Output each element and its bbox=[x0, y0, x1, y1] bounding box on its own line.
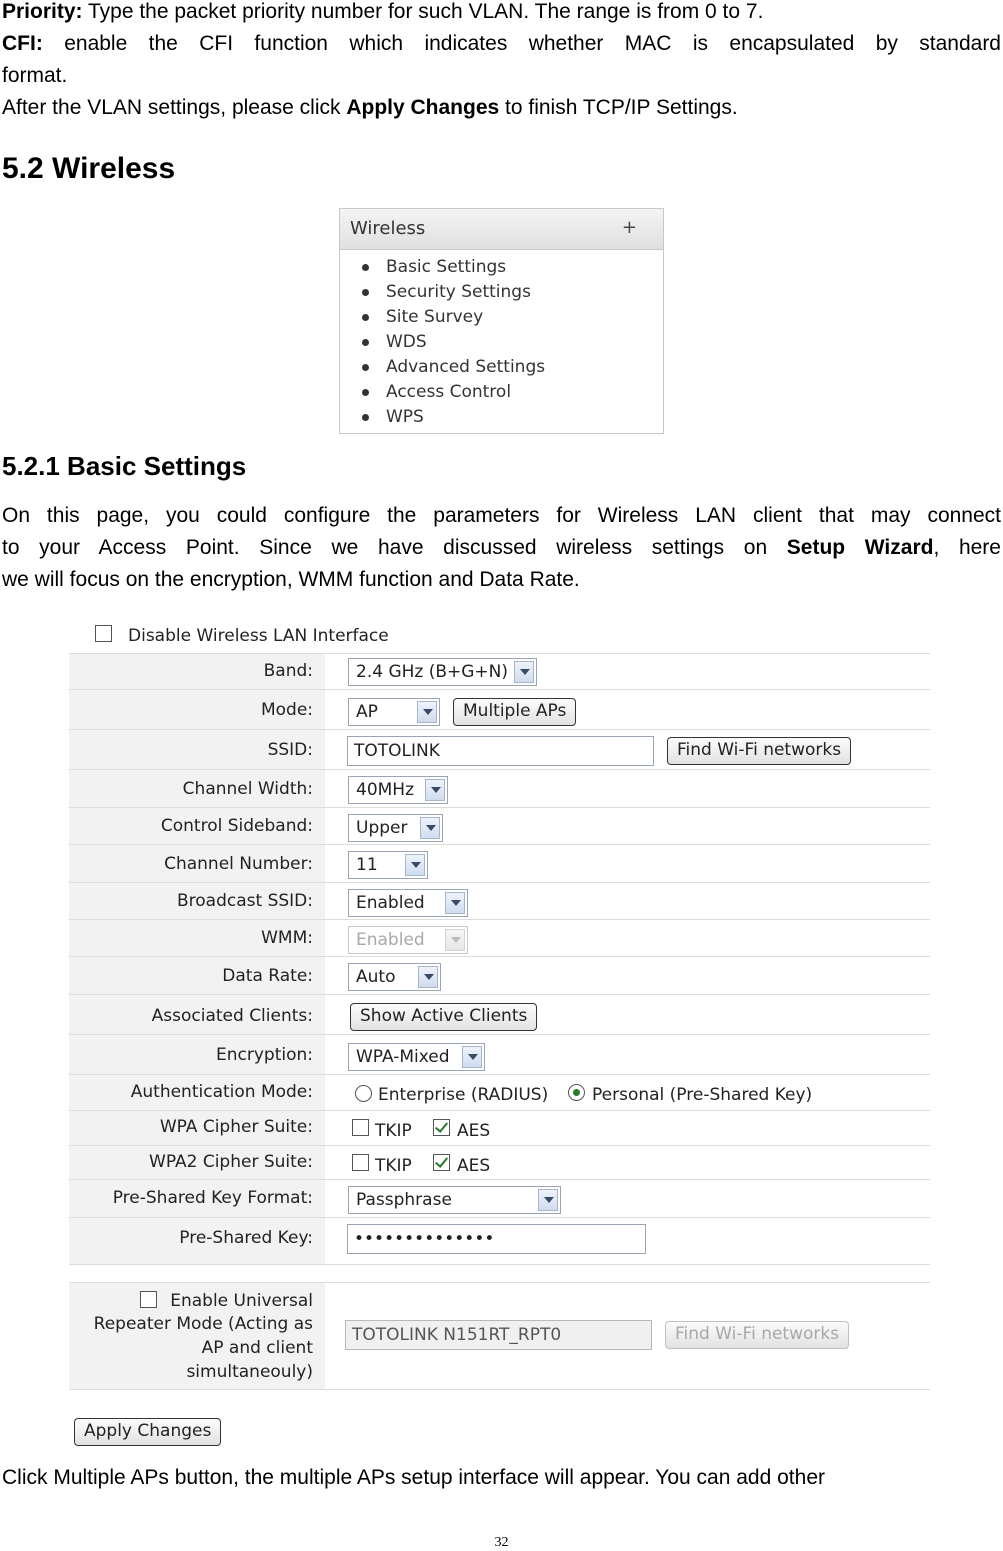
repeater-row bbox=[69, 1282, 930, 1390]
chevron-down-icon bbox=[445, 929, 465, 951]
wpa2-aes-label: AES bbox=[457, 1156, 491, 1176]
after-vlan-paragraph bbox=[2, 92, 1001, 124]
chevron-down-icon bbox=[418, 966, 438, 988]
intro-text-3: we will focus on the encryption, WMM function and Data Rate. bbox=[2, 568, 580, 591]
auth-mode-row bbox=[69, 1074, 930, 1111]
intro-line-2 bbox=[2, 532, 1001, 564]
wireless-menu-item-label[interactable]: Security Settings bbox=[386, 282, 531, 302]
repeater-label-4: simultaneouly) bbox=[186, 1362, 313, 1382]
cfi-label: CFI: bbox=[2, 32, 43, 55]
psk-format-value: Passphrase bbox=[356, 1190, 452, 1210]
wpa2-aes-checkbox[interactable] bbox=[433, 1154, 450, 1171]
channel-number-label: Channel Number: bbox=[164, 854, 313, 874]
wireless-menu-header[interactable] bbox=[340, 209, 663, 250]
wireless-menu-title: Wireless bbox=[350, 218, 426, 239]
wireless-menu-item[interactable] bbox=[340, 380, 663, 405]
wireless-menu-item-label[interactable]: WDS bbox=[386, 332, 427, 352]
mode-select[interactable] bbox=[348, 698, 440, 726]
psk-format-select[interactable] bbox=[348, 1186, 561, 1214]
encryption-value: WPA-Mixed bbox=[356, 1047, 450, 1067]
psk-label: Pre-Shared Key: bbox=[179, 1228, 313, 1248]
bullet-icon bbox=[362, 314, 369, 321]
auth-personal-radio[interactable] bbox=[568, 1084, 585, 1101]
cfi-text-end: format. bbox=[2, 64, 68, 87]
find-wifi-button[interactable]: Find Wi-Fi networks bbox=[667, 737, 851, 765]
wpa2-tkip-checkbox[interactable] bbox=[352, 1154, 369, 1171]
chevron-down-icon bbox=[514, 661, 534, 683]
wmm-select[interactable] bbox=[348, 926, 468, 954]
data-rate-value: Auto bbox=[356, 967, 396, 987]
auth-enterprise-label: Enterprise (RADIUS) bbox=[378, 1085, 549, 1105]
band-row bbox=[69, 653, 930, 690]
repeater-label-1: Enable Universal bbox=[170, 1291, 313, 1311]
priority-label: Priority: bbox=[2, 0, 83, 23]
priority-text: Type the packet priority number for such VLAN. The range is from 0 to 7. bbox=[82, 0, 764, 23]
repeater-find-wifi-button[interactable]: Find Wi-Fi networks bbox=[665, 1321, 849, 1349]
channel-number-value: 11 bbox=[356, 855, 378, 875]
channel-width-label: Channel Width: bbox=[182, 779, 313, 799]
apply-changes-button[interactable]: Apply Changes bbox=[74, 1418, 221, 1446]
control-sideband-label: Control Sideband: bbox=[160, 816, 313, 836]
disable-wlan-checkbox[interactable] bbox=[95, 625, 112, 642]
chevron-down-icon bbox=[445, 892, 465, 914]
wireless-menu-item-label[interactable]: Advanced Settings bbox=[386, 357, 546, 377]
broadcast-ssid-label: Broadcast SSID: bbox=[177, 891, 313, 911]
intro-bold: Setup Wizard bbox=[786, 536, 934, 559]
ssid-row bbox=[69, 729, 930, 770]
encryption-label: Encryption: bbox=[216, 1045, 313, 1065]
band-label: Band: bbox=[263, 661, 313, 681]
expand-icon[interactable]: + bbox=[621, 217, 637, 238]
mode-row bbox=[69, 689, 930, 730]
channel-number-select[interactable] bbox=[348, 851, 428, 879]
associated-clients-label: Associated Clients: bbox=[151, 1006, 313, 1026]
psk-row bbox=[69, 1217, 930, 1265]
control-sideband-value: Upper bbox=[356, 818, 408, 838]
cfi-paragraph bbox=[2, 28, 1001, 60]
auth-personal-label: Personal (Pre-Shared Key) bbox=[592, 1085, 813, 1105]
data-rate-label: Data Rate: bbox=[222, 966, 313, 986]
wpa-tkip-label: TKIP bbox=[375, 1121, 412, 1141]
broadcast-ssid-select[interactable] bbox=[348, 889, 468, 917]
psk-input[interactable]: •••••••••••••• bbox=[347, 1224, 646, 1254]
cfi-text: enable the CFI function which indicates whether MAC is encapsulated by standard bbox=[42, 32, 1001, 55]
wpa-aes-label: AES bbox=[457, 1121, 491, 1141]
bullet-icon bbox=[362, 289, 369, 296]
control-sideband-select[interactable] bbox=[348, 814, 443, 842]
priority-paragraph bbox=[2, 0, 1001, 28]
mode-value: AP bbox=[356, 702, 378, 722]
bullet-icon bbox=[362, 339, 369, 346]
bottom-text: Click Multiple APs button, the multiple APs setup interface will appear. You can add other bbox=[2, 1466, 825, 1489]
wireless-menu-item[interactable] bbox=[340, 280, 663, 305]
chevron-down-icon bbox=[405, 854, 425, 876]
bottom-paragraph bbox=[2, 1462, 1001, 1494]
associated-clients-row bbox=[69, 994, 930, 1035]
subsection-title: 5.2.1 Basic Settings bbox=[2, 451, 247, 481]
wireless-menu-item[interactable] bbox=[340, 355, 663, 380]
channel-width-value: 40MHz bbox=[356, 780, 415, 800]
chevron-down-icon bbox=[538, 1189, 558, 1211]
broadcast-ssid-value: Enabled bbox=[356, 893, 425, 913]
broadcast-ssid-row bbox=[69, 882, 930, 920]
bullet-icon bbox=[362, 414, 369, 421]
psk-format-label: Pre-Shared Key Format: bbox=[112, 1188, 313, 1208]
auth-mode-label: Authentication Mode: bbox=[130, 1082, 313, 1102]
after-end: to finish TCP/IP Settings. bbox=[499, 96, 738, 119]
wpa2-tkip-label: TKIP bbox=[375, 1156, 412, 1176]
data-rate-row bbox=[69, 956, 930, 995]
wireless-menu-item-label[interactable]: Access Control bbox=[386, 382, 512, 402]
section-title: 5.2 Wireless bbox=[2, 152, 176, 185]
bullet-icon bbox=[362, 264, 369, 271]
bullet-icon bbox=[362, 364, 369, 371]
data-rate-select[interactable] bbox=[348, 963, 441, 991]
wpa-tkip-checkbox[interactable] bbox=[352, 1119, 369, 1136]
wireless-menu-item-label[interactable]: WPS bbox=[386, 407, 424, 427]
repeater-ssid-input[interactable]: TOTOLINK N151RT_RPT0 bbox=[345, 1320, 652, 1350]
page-number: 32 bbox=[494, 1535, 509, 1550]
wireless-menu bbox=[339, 208, 664, 434]
multiple-aps-button[interactable]: Multiple APs bbox=[453, 698, 576, 726]
channel-width-select[interactable] bbox=[348, 776, 448, 804]
chevron-down-icon bbox=[462, 1046, 482, 1068]
wpa2-cipher-row bbox=[69, 1145, 930, 1180]
intro-text-1: On this page, you could configure the parameters for Wireless LAN client that may connect bbox=[2, 504, 1001, 527]
encryption-row bbox=[69, 1034, 930, 1075]
intro-line-1 bbox=[2, 500, 1001, 532]
wireless-menu-item[interactable] bbox=[340, 405, 663, 430]
wmm-row bbox=[69, 919, 930, 957]
wireless-menu-list bbox=[340, 250, 663, 430]
wireless-menu-item[interactable] bbox=[340, 255, 663, 280]
channel-width-row bbox=[69, 769, 930, 808]
ssid-input[interactable]: TOTOLINK bbox=[347, 736, 654, 766]
repeater-label-3: AP and client bbox=[201, 1338, 313, 1358]
control-sideband-row bbox=[69, 807, 930, 845]
disable-wlan-label: Disable Wireless LAN Interface bbox=[128, 626, 389, 646]
wireless-menu-item-label[interactable]: Site Survey bbox=[386, 307, 484, 327]
ssid-label: SSID: bbox=[267, 740, 313, 760]
wpa-cipher-row bbox=[69, 1110, 930, 1146]
chevron-down-icon bbox=[425, 779, 445, 801]
intro-text-2a: to your Access Point. Since we have discussed wireless settings on bbox=[2, 536, 787, 559]
band-value: 2.4 GHz (B+G+N) bbox=[356, 662, 509, 682]
wpa-cipher-label: WPA Cipher Suite: bbox=[159, 1117, 313, 1137]
repeater-label-2: Repeater Mode (Acting as bbox=[93, 1314, 313, 1334]
wmm-value: Enabled bbox=[356, 930, 425, 950]
band-select[interactable] bbox=[348, 658, 537, 686]
wpa2-cipher-label: WPA2 Cipher Suite: bbox=[149, 1152, 313, 1172]
wireless-menu-item[interactable] bbox=[340, 305, 663, 330]
encryption-select[interactable] bbox=[348, 1043, 485, 1071]
disable-row bbox=[69, 616, 930, 653]
psk-format-row bbox=[69, 1179, 930, 1218]
after-text: After the VLAN settings, please click bbox=[2, 96, 347, 119]
wmm-label: WMM: bbox=[261, 928, 313, 948]
wireless-menu-item[interactable] bbox=[340, 330, 663, 355]
cfi-paragraph-end bbox=[2, 60, 1001, 92]
mode-label: Mode: bbox=[260, 700, 313, 720]
bullet-icon bbox=[362, 389, 369, 396]
auth-enterprise-radio[interactable] bbox=[355, 1085, 372, 1102]
after-bold: Apply Changes bbox=[346, 96, 500, 119]
intro-line-3 bbox=[2, 564, 1001, 596]
chevron-down-icon bbox=[417, 701, 437, 723]
wpa-aes-checkbox[interactable] bbox=[433, 1119, 450, 1136]
channel-number-row bbox=[69, 844, 930, 883]
repeater-checkbox[interactable] bbox=[140, 1291, 157, 1308]
wireless-menu-item-label[interactable]: Basic Settings bbox=[386, 257, 507, 277]
show-active-clients-button[interactable]: Show Active Clients bbox=[350, 1003, 537, 1031]
chevron-down-icon bbox=[420, 817, 440, 839]
intro-text-2b: , here bbox=[933, 536, 1001, 559]
